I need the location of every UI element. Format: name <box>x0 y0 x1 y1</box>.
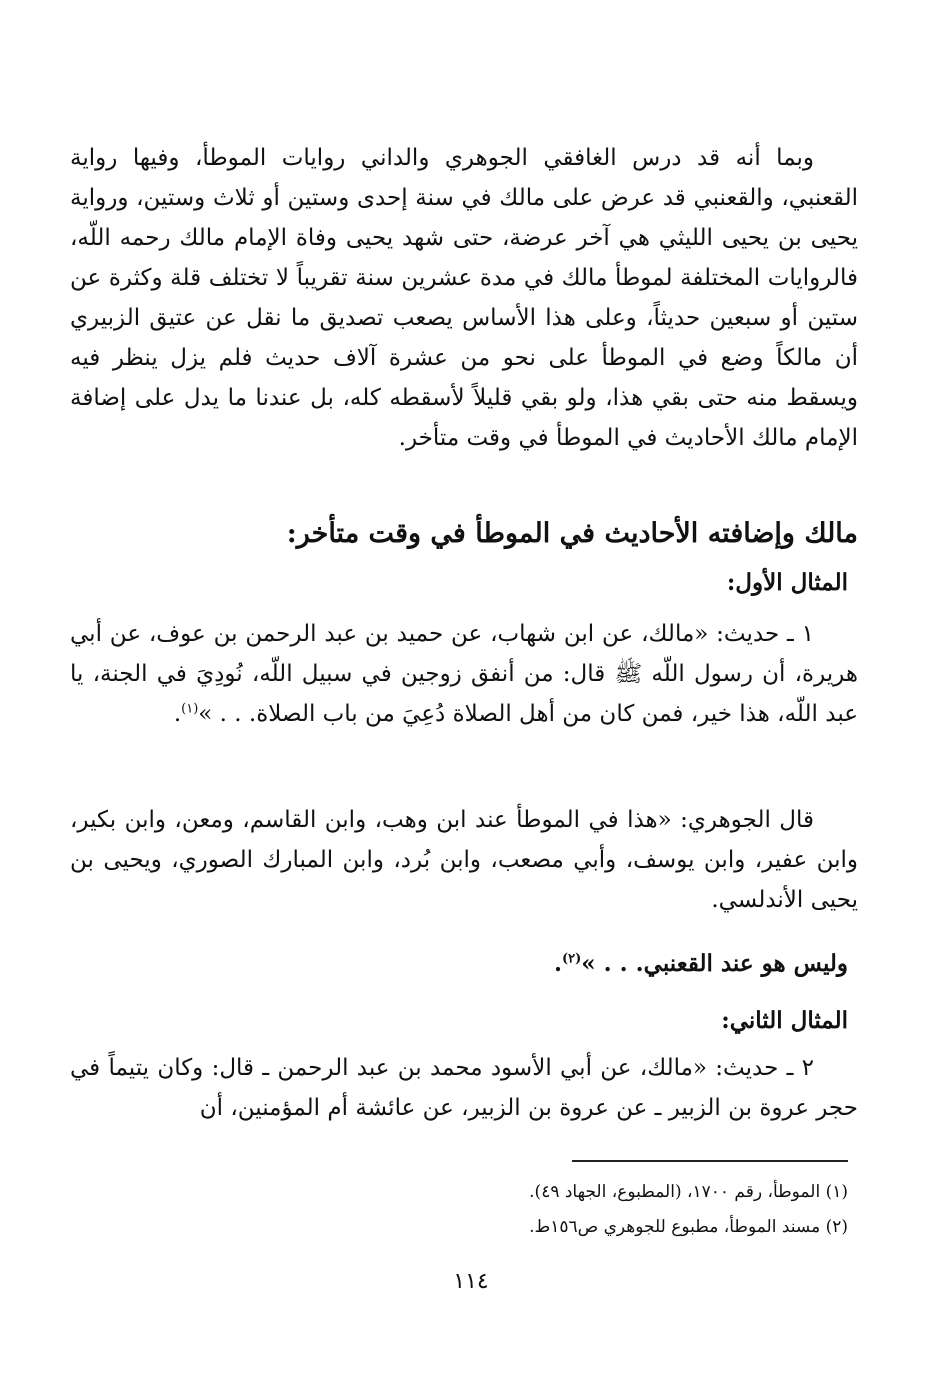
page-number: ١١٤ <box>453 1269 489 1294</box>
example-2-hadith: ٢ ـ حديث: «مالك، عن أبي الأسود محمد بن عبد الرحمن ـ قال: وكان يتيماً في حجر عروة بن الزبير ـ عن عروة بن الزبير، عن عائشة أم المؤمنين، أن <box>70 1055 858 1121</box>
section-heading: مالك وإضافته الأحاديث في الموطأ في وقت متأخر: <box>286 518 858 549</box>
intro-paragraph: وبما أنه قد درس الغافقي الجوهري والداني روايات الموطأ، وفيها رواية القعنبي، والقعنبي قد عرض على مالك في سنة إحدى وستين أو ثلاث وستين، ورواية يحيى بن يحيى الليثي هي آخر عرضة، حتى شهد يحيى وفاة الإمام مالك رحمه اللّه، فالروايات المختلفة لموطأ مالك في مدة عشرين سنة تقريباً لا تختلف قلة وكثرة عن ستين أو سبعين حديثاً، وعلى هذا الأساس يصعب تصديق ما نقل عن عتيق الزبيري أن مالكاً وضع في الموطأ على نحو من عشرة آلاف حديث فلم يزل ينظر فيه ويسقط منه حتى بقي هذا، ولو بقي قليلاً لأسقطه كله، بل عندنا ما يدل على إضافة الإمام مالك الأحاديث في الموطأ في وقت متأخر. <box>70 145 858 451</box>
example-1-hadith-end: . <box>173 701 182 727</box>
example-1-heading: المثال الأول: <box>726 569 848 596</box>
footnote-ref-2: (٢) <box>561 951 582 967</box>
footnote-1: (١) الموطأ، رقم ١٧٠٠، (المطبوع، الجهاد ٤٩). <box>529 1182 848 1202</box>
footnote-divider <box>572 1160 848 1162</box>
qanabi-end: . <box>553 950 562 977</box>
footnote-ref-1: (١) <box>181 701 199 717</box>
footnote-2: (٢) مسند الموطأ، مطبوع للجوهري ص١٥٦ط. <box>529 1217 848 1237</box>
example-1-hadith-text: ١ ـ حديث: «مالك، عن ابن شهاب، عن حميد بن عبد الرحمن بن عوف، عن أبي هريرة، أن رسول اللّه ﷺ قال: من أنفق زوجين في سبيل اللّه، نُودِيَ في الجنة، يا عبد اللّه، هذا خير، فمن كان من أهل الصلاة دُعِيَ من باب الصلاة. . . » <box>70 621 858 727</box>
jawhari-paragraph: قال الجوهري: «هذا في الموطأ عند ابن وهب، وابن القاسم، ومعن، وابن بكير، وابن عفير، وابن يوسف، وأبي مصعب، وابن بُرد، وابن المبارك الصوري، ويحيى بن يحيى الأندلسي. <box>70 807 858 913</box>
qanabi-line <box>70 944 848 984</box>
example-1-hadith <box>70 614 858 734</box>
example-2-heading: المثال الثاني: <box>721 1007 848 1034</box>
qanabi-text: وليس هو عند القعنبي. . . » <box>581 950 848 977</box>
